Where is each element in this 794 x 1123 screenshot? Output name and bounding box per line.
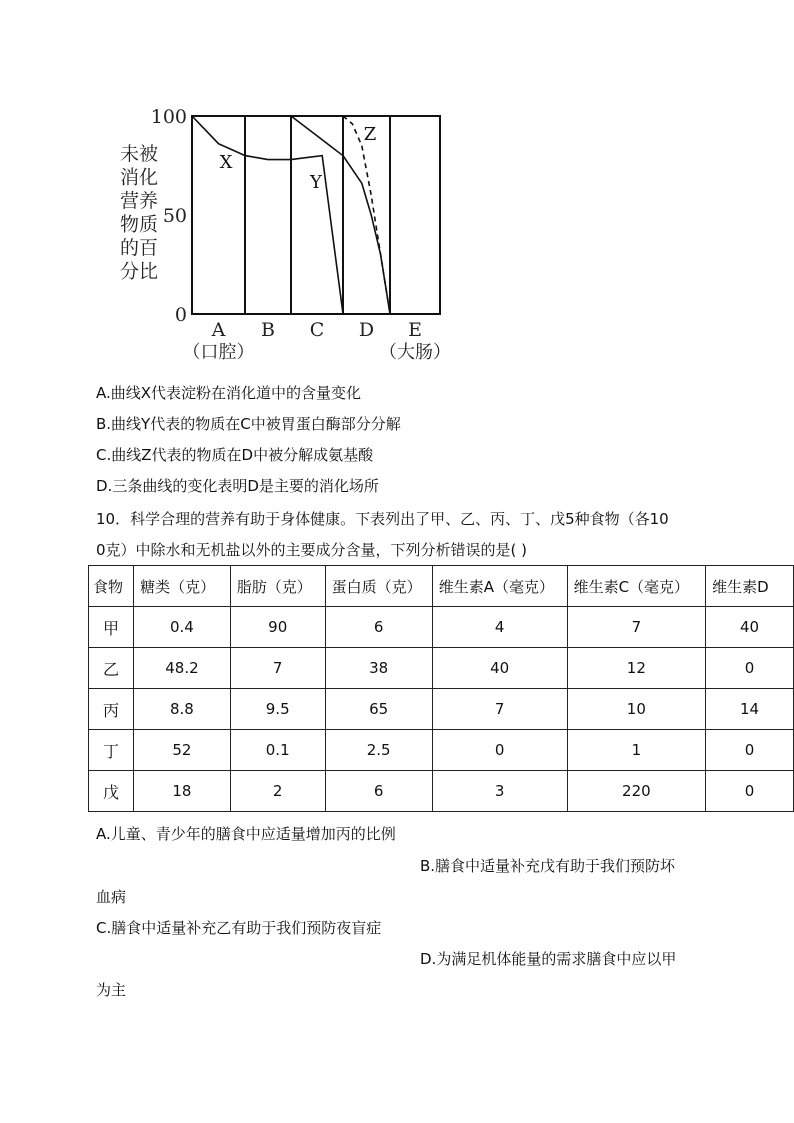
- series-z-label: Z: [363, 124, 377, 145]
- food-name-cell: 乙: [89, 648, 134, 689]
- table-cell: 14: [706, 689, 794, 730]
- q9-option-b: B.曲线Y代表的物质在C中被胃蛋白酶部分分解: [96, 415, 401, 433]
- table-cell: 3: [432, 771, 567, 812]
- table-header-cell: 维生素A（毫克）: [432, 566, 567, 607]
- y-axis-label: [120, 143, 158, 283]
- series-y-line: [291, 116, 390, 314]
- nutrition-table: [88, 565, 794, 812]
- q9-option-a: A.曲线X代表淀粉在消化道中的含量变化: [96, 384, 362, 402]
- x-section-caption: （口腔）: [182, 342, 255, 363]
- q10-stem-line2: 0克）中除水和无机盐以外的主要成分含量，下列分析错误的是( ): [96, 541, 528, 559]
- table-cell: 10: [567, 689, 706, 730]
- x-section-label: A: [211, 319, 226, 341]
- series-z-line: [343, 116, 390, 314]
- q10-option-d: D.为满足机体能量的需求膳食中应以甲: [420, 950, 677, 968]
- q10-option-c: C.膳食中适量补充乙有助于我们预防夜盲症: [96, 919, 382, 937]
- table-cell: 1: [567, 730, 706, 771]
- table-cell: 6: [325, 607, 432, 648]
- table-cell: 7: [230, 648, 325, 689]
- digestion-chart: [0, 0, 794, 380]
- table-cell: 0.4: [134, 607, 231, 648]
- x-section-label: B: [261, 319, 275, 341]
- x-section-label: C: [309, 319, 325, 341]
- table-row: [89, 607, 794, 648]
- food-name-cell: 丙: [89, 689, 134, 730]
- series-y-label: Y: [310, 172, 322, 193]
- y-axis-label-line: 消化: [119, 166, 159, 189]
- y-tick-label: 100: [150, 106, 187, 128]
- table-cell: 4: [432, 607, 567, 648]
- q10-option-a: A.儿童、青少年的膳食中应适量增加丙的比例: [96, 825, 396, 843]
- x-section-caption: （大肠）: [379, 342, 451, 363]
- series-x-label: X: [219, 152, 233, 173]
- table-cell: 220: [567, 771, 706, 812]
- table-header-cell: 维生素C（毫克）: [567, 566, 706, 607]
- x-section-labels: [183, 319, 452, 363]
- food-name-cell: 甲: [89, 607, 134, 648]
- table-cell: 7: [432, 689, 567, 730]
- table-cell: 90: [230, 607, 325, 648]
- table-cell: 0.1: [230, 730, 325, 771]
- q10-stem-line1: 10．科学合理的营养有助于身体健康。下表列出了甲、乙、丙、丁、戊5种食物（各10: [96, 510, 669, 528]
- q10-option-b-cont: 血病: [96, 888, 127, 906]
- y-tick-label: 50: [162, 205, 187, 227]
- table-row: [89, 730, 794, 771]
- table-cell: 65: [325, 689, 432, 730]
- table-row: [89, 689, 794, 730]
- y-axis-label-line: 物质: [119, 213, 159, 236]
- table-header-cell: 食物: [89, 566, 134, 607]
- plot-border: [192, 116, 440, 314]
- table-cell: 48.2: [134, 648, 231, 689]
- table-header-cell: 蛋白质（克）: [325, 566, 432, 607]
- table-cell: 52: [134, 730, 231, 771]
- x-section-label: E: [408, 319, 422, 341]
- q10-option-b: B.膳食中适量补充戊有助于我们预防坏: [420, 857, 676, 875]
- y-tick-label: 0: [174, 304, 187, 326]
- table-cell: 12: [567, 648, 706, 689]
- table-cell: 9.5: [230, 689, 325, 730]
- table-cell: 0: [706, 771, 794, 812]
- table-header-cell: 糖类（克）: [134, 566, 231, 607]
- table-cell: 0: [706, 648, 794, 689]
- y-axis-label-line: 的百: [119, 237, 159, 259]
- table-cell: 2.5: [325, 730, 432, 771]
- y-axis-label-line: 未被: [119, 143, 159, 165]
- x-section-label: D: [358, 319, 375, 341]
- table-cell: 0: [432, 730, 567, 771]
- food-name-cell: 戊: [89, 771, 134, 812]
- table-cell: 7: [567, 607, 706, 648]
- q9-option-d: D.三条曲线的变化表明D是主要的消化场所: [96, 477, 379, 495]
- table-row: [89, 648, 794, 689]
- food-name-cell: 丁: [89, 730, 134, 771]
- table-cell: 40: [432, 648, 567, 689]
- table-cell: 18: [134, 771, 231, 812]
- table-header-cell: 脂肪（克）: [230, 566, 325, 607]
- table-cell: 0: [706, 730, 794, 771]
- table-header-cell: 维生素D: [706, 566, 794, 607]
- y-axis-label-line: 分比: [119, 260, 159, 283]
- q10-option-d-cont: 为主: [96, 981, 127, 999]
- series-x-line: [192, 116, 343, 314]
- table-cell: 38: [325, 648, 432, 689]
- table-header-row: [89, 566, 794, 607]
- table-cell: 40: [706, 607, 794, 648]
- q9-option-c: C.曲线Z代表的物质在D中被分解成氨基酸: [96, 446, 374, 464]
- table-cell: 2: [230, 771, 325, 812]
- y-axis-label-line: 营养: [119, 190, 159, 212]
- table-cell: 6: [325, 771, 432, 812]
- chart-frame: [192, 116, 440, 314]
- table-row: [89, 771, 794, 812]
- table-cell: 8.8: [134, 689, 231, 730]
